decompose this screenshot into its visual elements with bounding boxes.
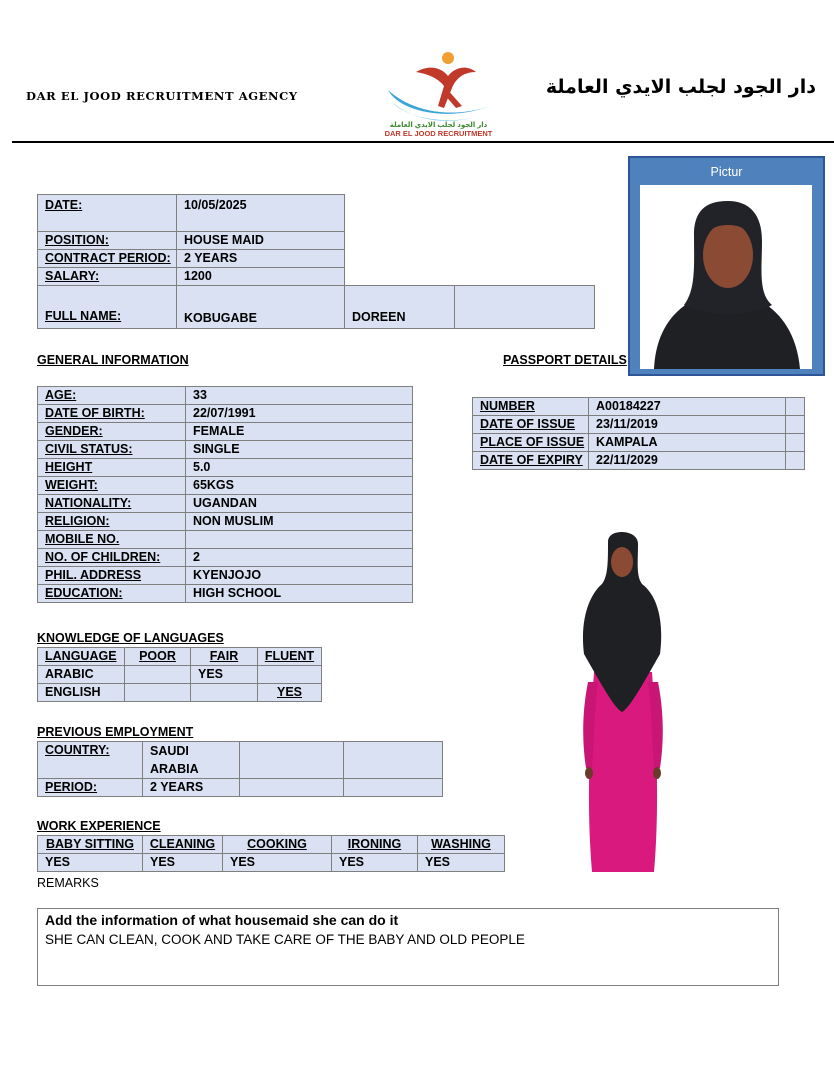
general-info-row [38, 423, 413, 441]
passport-value: A00184227 [589, 398, 786, 416]
job-details-table [37, 194, 595, 329]
work-experience-header-cell: COOKING [223, 836, 332, 854]
languages-cell [125, 666, 191, 684]
general-info-value: 65KGS [186, 477, 413, 495]
country-line-2: ARABIA [150, 762, 199, 776]
languages-row [38, 684, 322, 702]
work-experience-value-cell: YES [332, 854, 418, 872]
country-value [143, 742, 240, 779]
general-info-value: HIGH SCHOOL [186, 585, 413, 603]
remarks-box [37, 908, 779, 986]
photo-title: Pictur [710, 165, 743, 179]
general-info-label: PHIL. ADDRESS [38, 567, 186, 585]
employment-blank [240, 779, 344, 797]
previous-employment-title: PREVIOUS EMPLOYMENT [37, 725, 194, 739]
general-info-table [37, 386, 413, 603]
country-label: COUNTRY: [38, 742, 143, 779]
remarks-text: SHE CAN CLEAN, COOK AND TAKE CARE OF THE BABY AND OLD PEOPLE [45, 932, 525, 947]
general-info-row [38, 495, 413, 513]
languages-header-cell: POOR [125, 648, 191, 666]
passport-details-title: PASSPORT DETAILS [503, 353, 627, 367]
work-experience-value-cell: YES [223, 854, 332, 872]
passport-blank-cell [786, 398, 805, 416]
salary-label: SALARY: [38, 268, 177, 286]
job-blank [455, 195, 595, 232]
languages-cell [125, 684, 191, 702]
general-info-value: NON MUSLIM [186, 513, 413, 531]
passport-row [473, 398, 805, 416]
languages-cell: YES [258, 684, 322, 702]
passport-blank-cell [786, 434, 805, 452]
logo-english-text: DAR EL JOOD RECRUITMENT [384, 129, 493, 138]
general-info-label: GENDER: [38, 423, 186, 441]
passport-value: KAMPALA [589, 434, 786, 452]
work-experience-header-cell: IRONING [332, 836, 418, 854]
full-name-label: FULL NAME: [38, 286, 177, 329]
general-info-row [38, 585, 413, 603]
general-info-label: MOBILE NO. [38, 531, 186, 549]
passport-label: NUMBER [473, 398, 589, 416]
passport-value: 23/11/2019 [589, 416, 786, 434]
general-info-label: WEIGHT: [38, 477, 186, 495]
contract-period-value: 2 YEARS [177, 250, 345, 268]
job-blank [345, 250, 455, 268]
date-value: 10/05/2025 [177, 195, 345, 232]
work-experience-values-row [38, 854, 505, 872]
passport-row [473, 434, 805, 452]
passport-label: DATE OF ISSUE [473, 416, 589, 434]
surname-value: KOBUGABE [177, 286, 345, 329]
general-info-row [38, 567, 413, 585]
passport-value: 22/11/2029 [589, 452, 786, 470]
general-info-row [38, 513, 413, 531]
period-value: 2 YEARS [143, 779, 240, 797]
work-experience-title: WORK EXPERIENCE [37, 819, 161, 833]
previous-employment-table [37, 741, 443, 797]
languages-cell: ARABIC [38, 666, 125, 684]
general-info-value [186, 531, 413, 549]
general-info-value: 22/07/1991 [186, 405, 413, 423]
general-info-row [38, 531, 413, 549]
job-blank [345, 268, 455, 286]
general-info-label: EDUCATION: [38, 585, 186, 603]
general-info-value: FEMALE [186, 423, 413, 441]
languages-header-row [38, 648, 322, 666]
agency-name-arabic: دار الجود لجلب الايدي العاملة [545, 76, 816, 98]
general-info-row [38, 459, 413, 477]
employment-blank [344, 742, 443, 779]
languages-title: KNOWLEDGE OF LANGUAGES [37, 631, 224, 645]
general-info-label: RELIGION: [38, 513, 186, 531]
remarks-label: REMARKS [37, 876, 99, 890]
job-blank [455, 268, 595, 286]
passport-row [473, 452, 805, 470]
work-experience-header-cell: WASHING [418, 836, 505, 854]
general-info-row [38, 477, 413, 495]
general-info-value: 33 [186, 387, 413, 405]
general-info-label: HEIGHT [38, 459, 186, 477]
date-label: DATE: [38, 195, 177, 232]
position-value: HOUSE MAID [177, 232, 345, 250]
general-info-value: 2 [186, 549, 413, 567]
general-info-row [38, 441, 413, 459]
work-experience-header-row [38, 836, 505, 854]
languages-cell: ENGLISH [38, 684, 125, 702]
languages-row [38, 666, 322, 684]
general-info-row [38, 549, 413, 567]
country-line-1: SAUDI [150, 744, 189, 758]
general-info-label: AGE: [38, 387, 186, 405]
languages-cell [258, 666, 322, 684]
job-blank [345, 195, 455, 232]
general-info-value: 5.0 [186, 459, 413, 477]
languages-cell: YES [191, 666, 258, 684]
work-experience-value-cell: YES [143, 854, 223, 872]
passport-label: PLACE OF ISSUE [473, 434, 589, 452]
passport-label: DATE OF EXPIRY [473, 452, 589, 470]
passport-blank-cell [786, 416, 805, 434]
general-info-title: GENERAL INFORMATION [37, 353, 189, 367]
passport-table [472, 397, 805, 470]
work-experience-value-cell: YES [38, 854, 143, 872]
general-info-value: SINGLE [186, 441, 413, 459]
salary-value: 1200 [177, 268, 345, 286]
work-experience-table [37, 835, 505, 872]
work-experience-header-cell: CLEANING [143, 836, 223, 854]
general-info-label: NO. OF CHILDREN: [38, 549, 186, 567]
general-info-row [38, 405, 413, 423]
languages-table [37, 647, 322, 702]
general-info-label: NATIONALITY: [38, 495, 186, 513]
header-divider [12, 141, 834, 143]
passport-blank-cell [786, 452, 805, 470]
work-experience-value-cell: YES [418, 854, 505, 872]
general-info-value: KYENJOJO [186, 567, 413, 585]
passport-row [473, 416, 805, 434]
languages-header-cell: LANGUAGE [38, 648, 125, 666]
general-info-label: DATE OF BIRTH: [38, 405, 186, 423]
name-extra-cell [455, 286, 595, 329]
portrait-photo [640, 185, 812, 369]
period-label: PERIOD: [38, 779, 143, 797]
position-label: POSITION: [38, 232, 177, 250]
employment-blank [344, 779, 443, 797]
remarks-title: Add the information of what housemaid she can do it [45, 912, 399, 928]
full-body-photo [572, 532, 672, 877]
general-info-label: CIVIL STATUS: [38, 441, 186, 459]
job-blank [455, 232, 595, 250]
general-info-value: UGANDAN [186, 495, 413, 513]
languages-cell [191, 684, 258, 702]
employment-blank [240, 742, 344, 779]
first-name-value: DOREEN [345, 286, 455, 329]
languages-header-cell: FAIR [191, 648, 258, 666]
job-blank [345, 232, 455, 250]
logo-arabic-text: دار الجود لجلب الايدي العاملة [389, 122, 488, 129]
general-info-row [38, 387, 413, 405]
contract-period-label: CONTRACT PERIOD: [38, 250, 177, 268]
job-blank [455, 250, 595, 268]
work-experience-header-cell: BABY SITTING [38, 836, 143, 854]
agency-name-english: DAR EL JOOD RECRUITMENT AGENCY [26, 89, 298, 103]
languages-header-cell: FLUENT [258, 648, 322, 666]
